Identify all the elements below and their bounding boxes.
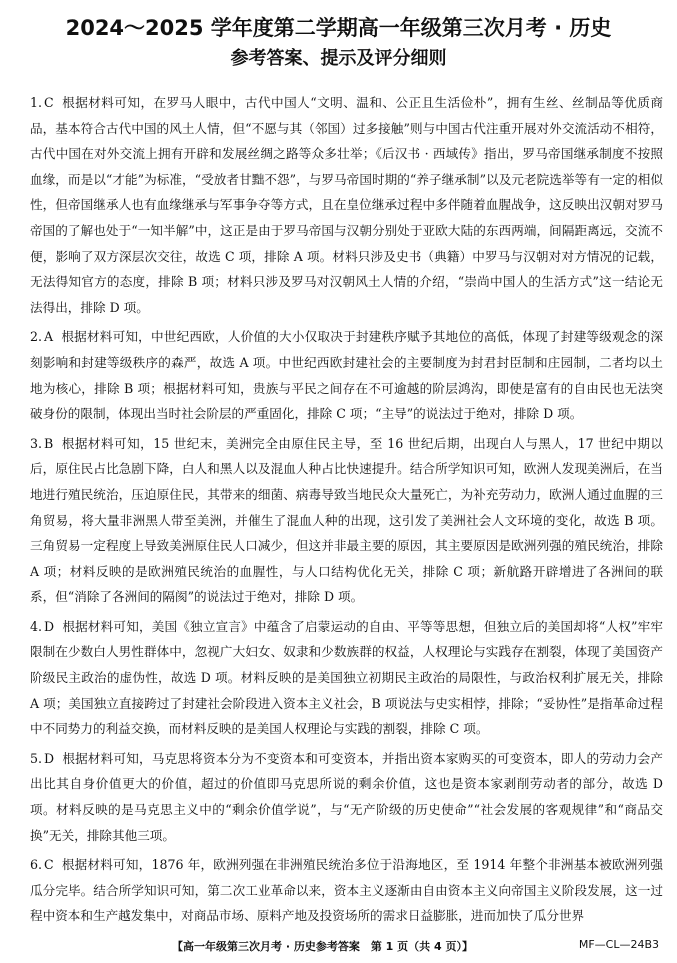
question-explanation: 根据材料可知，1876 年，欧洲列强在非洲殖民统治多位于沿海地区，至 1914 年整个非洲基本被欧洲列强瓜分完毕。结合所学知识可知，第二次工业革命以来，资本主义逐渐由自由资本主义向帝国主义阶段发展，这一过程中资本和生产越发集中，对商品市场、原料产地及投资场所的需求日益膨胀，进而加快了瓜分世界 — [30, 857, 663, 924]
question-item-3 — [30, 431, 663, 610]
question-explanation: 根据材料可知，15 世纪末，美洲完全由原住民主导，至 16 世纪后期，出现白人与黑人，17 世纪中期以后，原住民占比急剧下降，白人和黑人以及混血人种占比快速提升。结合所学知识可知，欧洲人发现美洲后，在当地进行殖民统治，压迫原住民，其带来的细菌、病毒导致当地民众大量死亡，为补充劳动力，欧洲人通过血腥的三角贸易，将大量非洲黑人带至美洲，并催生了混血人种的出现，这引发了美洲社会人文环境的变化，故选 B 项。三角贸易一定程度上导致美洲原住民人口减少，但这并非最主要的原因，其主要原因是欧洲列强的殖民统治，排除 A 项；材料反映的是欧洲殖民统治的血腥性，与人口结构优化无关，排除 C 项；新航路开辟增进了各洲间的联系，但“消除了各洲间的隔阂”的说法过于绝对，排除 D 项。 — [30, 435, 663, 605]
question-item-2 — [30, 324, 663, 426]
question-number: 6. — [30, 857, 43, 873]
question-number: 5. — [30, 750, 43, 766]
question-explanation: 根据材料可知，在罗马人眼中，古代中国人“文明、温和、公正且生活俭朴”，拥有生丝、丝制品等优质商品，基本符合古代中国的风土人情，但“不愿与其（邻国）过多接触”则与中国古代注重开展对外交流活动不相符，古代中国在对外交流上拥有开辟和发展丝绸之路等众多壮举；《后汉书 · 西域传》指出，罗马帝国继承制度不按照血缘，而是以“才能”为标准，“受放者甘黜不怨”，与罗马帝国时期的“养子继承制”以及元老院选举等有一定的相似性，但帝国继承人也有血缘继承与军事争夺等方式，且在皇位继承过程中多伴随着血腥战争，这反映出汉朝对罗马帝国的了解也处于“一知半解”中，这正是由于罗马帝国与汉朝分别处于亚欧大陆的东西两端，间隔距离远，交流不便，影响了双方深层次交往，故选 C 项，排除 A 项。材料只涉及史书（典籍）中罗马与汉朝对对方情况的记载，无法得知官方的态度，排除 B 项；材料只涉及罗马对汉朝风土人情的介绍，“崇尚中国人的生活方式”这一结论无法得出，排除 D 项。 — [30, 95, 663, 315]
question-answer: B — [44, 435, 54, 451]
answer-list — [30, 90, 663, 933]
question-answer: C — [44, 95, 54, 110]
footer-code: MF—CL—24B3 — [578, 938, 659, 951]
question-item-4 — [30, 614, 663, 742]
question-explanation: 根据材料可知，美国《独立宣言》中蕴含了启蒙运动的自由、平等等思想，但独立后的美国却将“人权”牢牢限制在少数白人男性群体中，忽视广大妇女、奴隶和少数族群的权益，人权理论与实践存在割裂，体现了美国资产阶级民主政治的虚伪性，故选 D 项。材料反映的是美国独立初期民主政治的局限性，与政治权利扩展无关，排除 A 项；美国独立直接跨过了封建社会阶段进入资本主义社会，B 项说法与史实相悖，排除；“妥协性”是指革命过程中不同势力的利益交换，而材料反映的是美国人权理论与实践的割裂，排除 C 项。 — [30, 618, 663, 737]
question-answer: C — [44, 857, 54, 873]
question-explanation: 根据材料可知，马克思将资本分为不变资本和可变资本，并指出资本家购买的可变资本，即人的劳动力会产出比其自身价值更大的价值，超过的价值即马克思所说的剩余价值，这也是资本家剥削劳动者的部分，故选 D 项。材料反映的是马克思主义中的“剩余价值学说”，与“无产阶级的历史使命”“社会发展的客观规律”和“商品交换”无关，排除其他三项。 — [30, 750, 663, 843]
question-item-1 — [30, 90, 663, 320]
document-subtitle: 参考答案、提示及评分细则 — [230, 48, 447, 69]
question-answer: D — [44, 618, 55, 634]
question-number: 1. — [30, 95, 43, 110]
question-item-6 — [30, 852, 663, 929]
question-number: 2. — [30, 329, 43, 345]
document-title: 2024～2025 学年度第二学期高一年级第三次月考 · 历史 — [65, 16, 612, 40]
question-item-5 — [30, 746, 663, 848]
question-answer: D — [44, 750, 55, 766]
question-explanation: 根据材料可知，中世纪西欧，人价值的大小仅取决于封建秩序赋予其地位的高低，体现了封建等级观念的深刻影响和封建等级秩序的森严，故选 A 项。中世纪西欧封建社会的主要制度为封君封臣制和庄园制，二者均以土地为核心，排除 B 项；根据材料可知，贵族与平民之间存在不可逾越的阶层鸿沟，即使是富有的自由民也无法突破身份的限制，体现出当时社会阶层的严重固化，排除 C 项；“主导”的说法过于绝对，排除 D 项。 — [30, 329, 663, 422]
question-number: 3. — [30, 435, 43, 451]
footer-page-info: 【高一年级第三次月考 · 历史参考答案 第 1 页（共 4 页）】 — [172, 940, 473, 953]
page-footer — [0, 938, 677, 958]
question-answer: A — [44, 329, 54, 345]
question-number: 4. — [30, 618, 43, 634]
